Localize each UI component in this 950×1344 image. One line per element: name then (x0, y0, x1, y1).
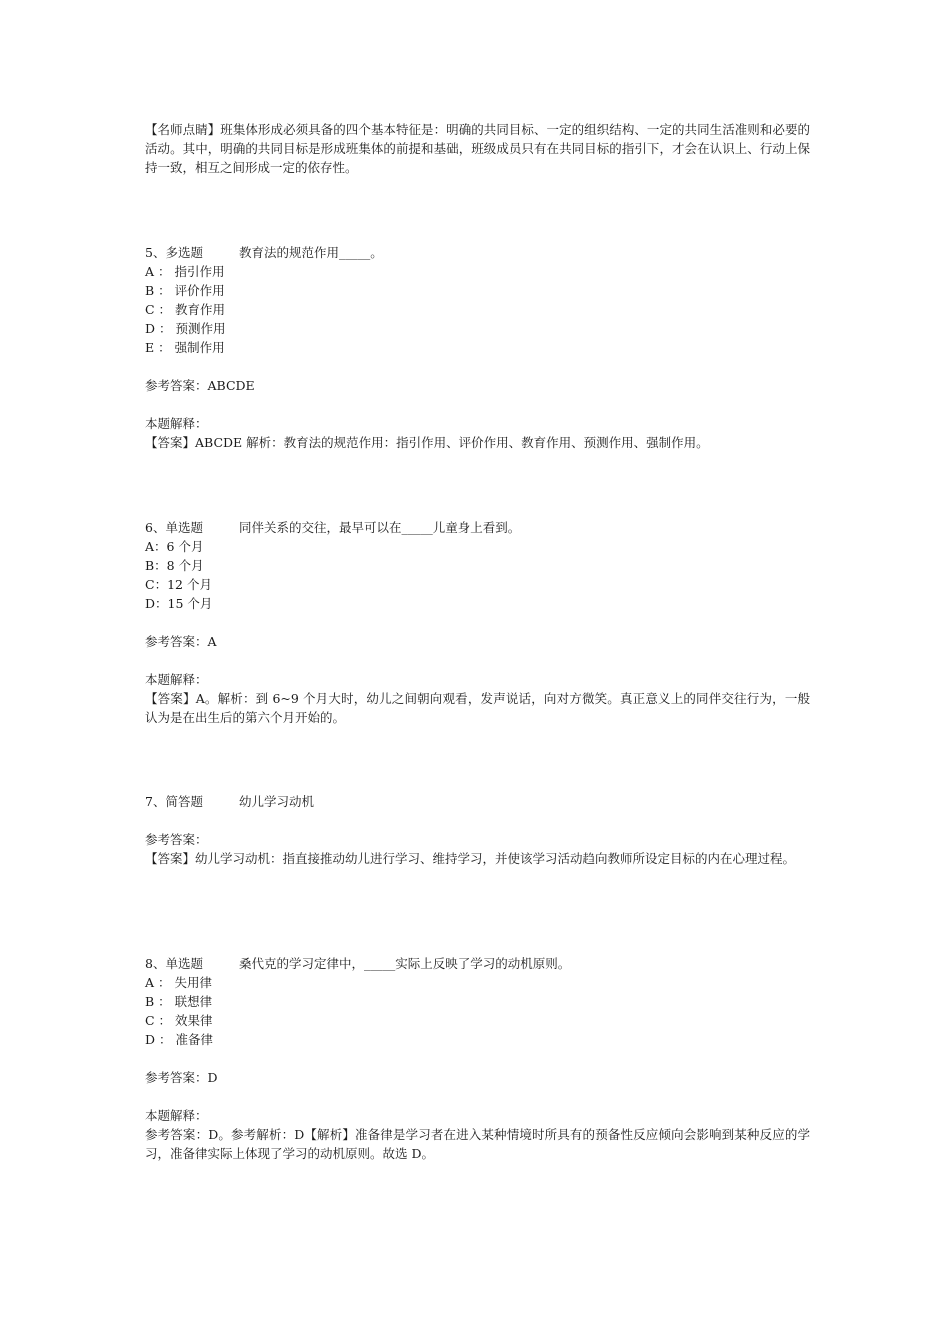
question-stem: 教育法的规范作用_____。 (239, 245, 383, 260)
reference-answer-label: 参考答案： (145, 832, 208, 847)
option-d: D ： 预测作用 (145, 321, 226, 336)
question-type: 8、单选题 (145, 956, 203, 971)
answer-text: 【答案】幼儿学习动机：指直接推动幼儿进行学习、维持学习，并使该学习活动趋向教师所设定目标的内在心理过程。 (145, 851, 796, 866)
question-header (145, 518, 810, 537)
intro-block (145, 120, 810, 177)
option-b: B：8 个月 (145, 558, 204, 573)
question-stem: 同伴关系的交往，最早可以在_____儿童身上看到。 (239, 520, 521, 535)
question-header (145, 954, 810, 973)
explanation-label: 本题解释： (145, 672, 208, 687)
option-e: E ： 强制作用 (145, 340, 225, 355)
option-c: C ： 教育作用 (145, 302, 226, 317)
intro-paragraph: 【名师点睛】班集体形成必须具备的四个基本特征是：明确的共同目标、一定的组织结构、一定的共同生活准则和必要的活动。其中，明确的共同目标是形成班集体的前提和基础，班级成员只有在共同目标的指引下，才会在认识上、行动上保持一致，相互之间形成一定的依存性。 (145, 122, 810, 175)
option-d: D：15 个月 (145, 596, 213, 611)
question-6 (145, 518, 810, 727)
reference-answer: 参考答案：A (145, 634, 217, 649)
question-type: 6、单选题 (145, 520, 203, 535)
reference-answer: 参考答案：D (145, 1070, 218, 1085)
question-type: 7、简答题 (145, 794, 203, 809)
question-5 (145, 243, 810, 452)
option-c: C：12 个月 (145, 577, 212, 592)
option-b: B ： 联想律 (145, 994, 213, 1009)
question-stem: 桑代克的学习定律中，_____实际上反映了学习的动机原则。 (239, 956, 571, 971)
option-b: B ： 评价作用 (145, 283, 225, 298)
question-7 (145, 792, 810, 868)
option-a: A：6 个月 (145, 539, 204, 554)
reference-answer: 参考答案：ABCDE (145, 378, 255, 393)
option-d: D ： 准备律 (145, 1032, 213, 1047)
option-a: A ： 指引作用 (145, 264, 225, 279)
explanation-text: 参考答案：D。参考解析：D【解析】准备律是学习者在进入某种情境时所具有的预备性反应倾向会影响到某种反应的学习，准备律实际上体现了学习的动机原则。故选 D。 (145, 1127, 810, 1161)
question-header (145, 792, 810, 811)
explanation-text: 【答案】ABCDE 解析：教育法的规范作用：指引作用、评价作用、教育作用、预测作用、强制作用。 (145, 435, 709, 450)
question-stem: 幼儿学习动机 (239, 794, 315, 809)
explanation-label: 本题解释： (145, 416, 208, 431)
question-header (145, 243, 810, 262)
explanation-label: 本题解释： (145, 1108, 208, 1123)
option-a: A ： 失用律 (145, 975, 212, 990)
option-c: C ： 效果律 (145, 1013, 213, 1028)
question-8 (145, 954, 810, 1163)
explanation-text: 【答案】A。解析：到 6~9 个月大时，幼儿之间朝向观看，发声说话，向对方微笑。真正意义上的同伴交往行为，一般认为是在出生后的第六个月开始的。 (145, 691, 810, 725)
question-type: 5、多选题 (145, 245, 203, 260)
